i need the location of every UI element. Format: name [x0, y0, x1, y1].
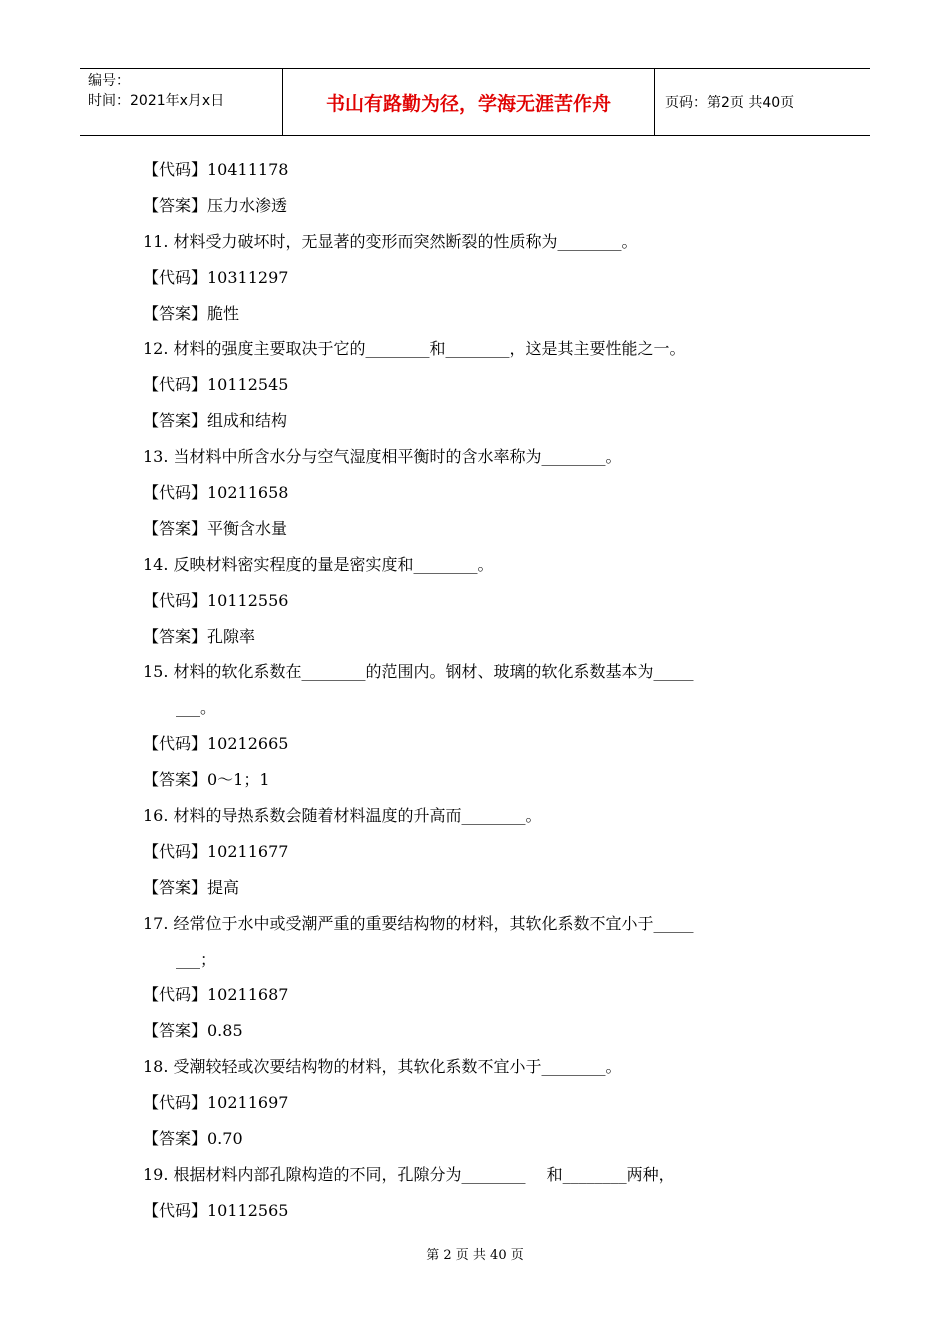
- document-line: 【代码】10311297: [143, 267, 289, 287]
- document-line: 【答案】组成和结构: [143, 411, 288, 431]
- document-line: 【代码】10112556: [143, 590, 289, 610]
- time-label: 时间：2021年x月x日: [88, 93, 225, 109]
- document-line: 【代码】10211697: [143, 1093, 289, 1113]
- header-meta: [80, 69, 283, 135]
- document-body: [143, 152, 823, 1229]
- document-line: 【代码】10112565: [143, 1200, 289, 1220]
- question-continuation: ___。: [176, 698, 217, 718]
- document-line: 15. 材料的软化系数在________的范围内。钢材、玻璃的软化系数基本为_____: [143, 662, 694, 682]
- document-line: 【答案】脆性: [143, 303, 240, 323]
- document-line: 18. 受潮较轻或次要结构物的材料，其软化系数不宜小于________。: [143, 1057, 622, 1077]
- page-header: [80, 68, 870, 136]
- document-line: 【答案】孔隙率: [143, 626, 256, 646]
- document-line: 11. 材料受力破坏时，无显著的变形而突然断裂的性质称为________。: [143, 231, 638, 251]
- document-line: 【代码】10211677: [143, 841, 289, 861]
- document-line: 【答案】0～1；1: [143, 770, 270, 790]
- document-line: 【代码】10411178: [143, 160, 289, 179]
- document-line: 19. 根据材料内部孔隙构造的不同，孔隙分为________ 和________两种，: [143, 1164, 675, 1184]
- page-footer: 第 2 页 共 40 页: [426, 1248, 524, 1263]
- document-line: 【答案】平衡含水量: [143, 518, 288, 538]
- number-label: 编号：: [88, 73, 130, 89]
- document-line: 【答案】0.85: [143, 1021, 243, 1041]
- document-line: 12. 材料的强度主要取决于它的________和________，这是其主要性能之一。: [143, 339, 686, 359]
- document-line: 【答案】压力水渗透: [143, 195, 288, 215]
- document-line: 【代码】10112545: [143, 375, 289, 395]
- document-line: 【答案】提高: [143, 877, 240, 897]
- question-continuation: ___；: [176, 949, 217, 969]
- document-line: 16. 材料的导热系数会随着材料温度的升高而________。: [143, 806, 542, 826]
- document-line: 【代码】10211658: [143, 483, 289, 503]
- document-line: 13. 当材料中所含水分与空气湿度相平衡时的含水率称为________。: [143, 447, 622, 467]
- document-line: 14. 反映材料密实程度的量是密实度和________。: [143, 554, 494, 574]
- header-page-info: 页码：第2页 共40页: [665, 95, 795, 111]
- document-line: 【代码】10211687: [143, 985, 289, 1005]
- header-motto: 书山有路勤为径，学海无涯苦作舟: [283, 69, 655, 135]
- document-line: 【答案】0.70: [143, 1129, 243, 1149]
- document-line: 17. 经常位于水中或受潮严重的重要结构物的材料，其软化系数不宜小于_____: [143, 913, 694, 933]
- document-line: 【代码】10212665: [143, 734, 289, 754]
